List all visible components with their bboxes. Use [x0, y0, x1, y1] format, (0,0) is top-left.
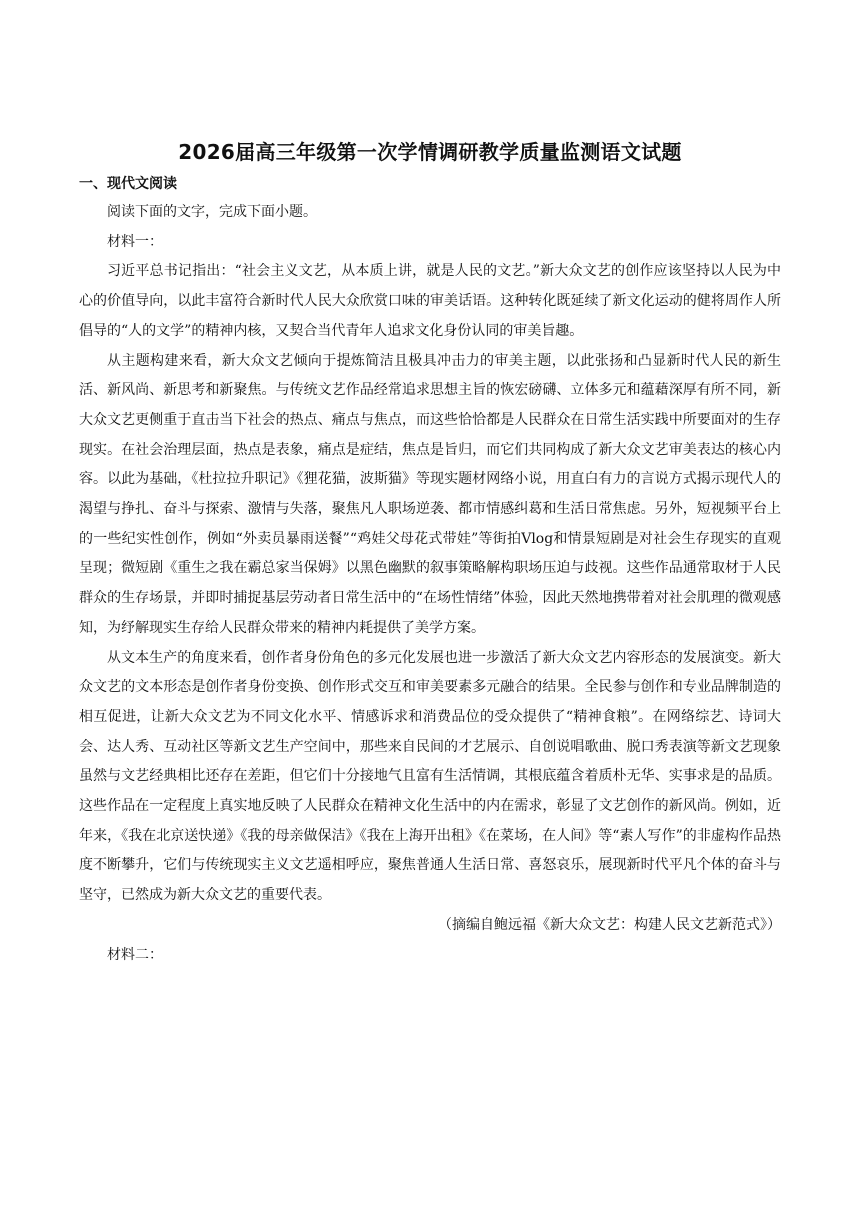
paragraph-2: 从主题构建来看，新大众文艺倾向于提炼简洁且极具冲击力的审美主题，以此张扬和凸显新时代人民的新生活、新风尚、新思考和新聚焦。与传统文艺作品经常追求思想主旨的恢宏磅礴、立体多元和蕴藉深厚有所不同，新大众文艺更侧重于直击当下社会的热点、痛点与焦点，而这些恰恰都是人民群众在日常生活实践中所要面对的生存现实。在社会治理层面，热点是表象，痛点是症结，焦点是旨归，而它们共同构成了新大众文艺审美表达的核心内容。以此为基础，《杜拉拉升职记》《狸花猫，波斯猫》等现实题材网络小说，用直白有力的言说方式揭示现代人的渴望与挣扎、奋斗与探索、激情与失落，聚焦凡人职场逆袭、都市情感纠葛和生活日常焦虑。另外，短视频平台上的一些纪实性创作，例如“外卖员暴雨送餐”“鸡娃父母花式带娃”等街拍Vlog和情景短剧是对社会生存现实的直观呈现；微短剧《重生之我在霸总家当保姆》以黑色幽默的叙事策略解构职场压迫与歧视。这些作品通常取材于人民群众的生存场景，并即时捕捉基层劳动者日常生活中的“在场性情绪”体验，因此天然地携带着对社会肌理的微观感知，为纾解现实生存给人民群众带来的精神内耗提供了美学方案。: [79, 352, 781, 636]
reading-body: [79, 198, 781, 970]
material-two-label: 材料二：: [107, 946, 163, 963]
page-title: 2026届高三年级第一次学情调研教学质量监测语文试题: [178, 140, 682, 164]
paragraph-1: 习近平总书记指出：“社会主义文艺，从本质上讲，就是人民的文艺。”新大众文艺的创作应该坚持以人民为中心的价值导向，以此丰富符合新时代人民大众欣赏口味的审美话语。这种转化既延续了新文化运动的健将周作人所倡导的“人的文学”的精神内核，又契合当代青年人追求文化身份认同的审美旨趣。: [79, 263, 781, 339]
paragraph-3: 从文本生产的角度来看，创作者身份角色的多元化发展也进一步激活了新大众文艺内容形态的发展演变。新大众文艺的文本形态是创作者身份变换、创作形式交互和审美要素多元融合的结果。全民参与创作和专业品牌制造的相互促进，让新大众文艺为不同文化水平、情感诉求和消费品位的受众提供了“精神食粮”。在网络综艺、诗词大会、达人秀、互动社区等新文艺生产空间中，那些来自民间的才艺展示、自创说唱歌曲、脱口秀表演等新文艺现象虽然与文艺经典相比还存在差距，但它们十分接地气且富有生活情调，其根底蕴含着质朴无华、实事求是的品质。这些作品在一定程度上真实地反映了人民群众在精神文化生活中的内在需求，彰显了文艺创作的新风尚。例如，近年来，《我在北京送快递》《我的母亲做保洁》《我在上海开出租》《在菜场，在人间》等“素人写作”的非虚构作品热度不断攀升，它们与传统现实主义文艺遥相呼应，聚焦普通人生活日常、喜怒哀乐，展现新时代平凡个体的奋斗与坚守，已然成为新大众文艺的重要代表。: [79, 649, 781, 904]
source-citation: （摘编自鲍远福《新大众文艺：构建人民文艺新范式》）: [438, 916, 781, 933]
section-heading: 一、现代文阅读: [79, 176, 177, 192]
instruction-text: 阅读下面的文字，完成下面小题。: [107, 204, 317, 220]
material-one-label: 材料一：: [107, 233, 163, 250]
